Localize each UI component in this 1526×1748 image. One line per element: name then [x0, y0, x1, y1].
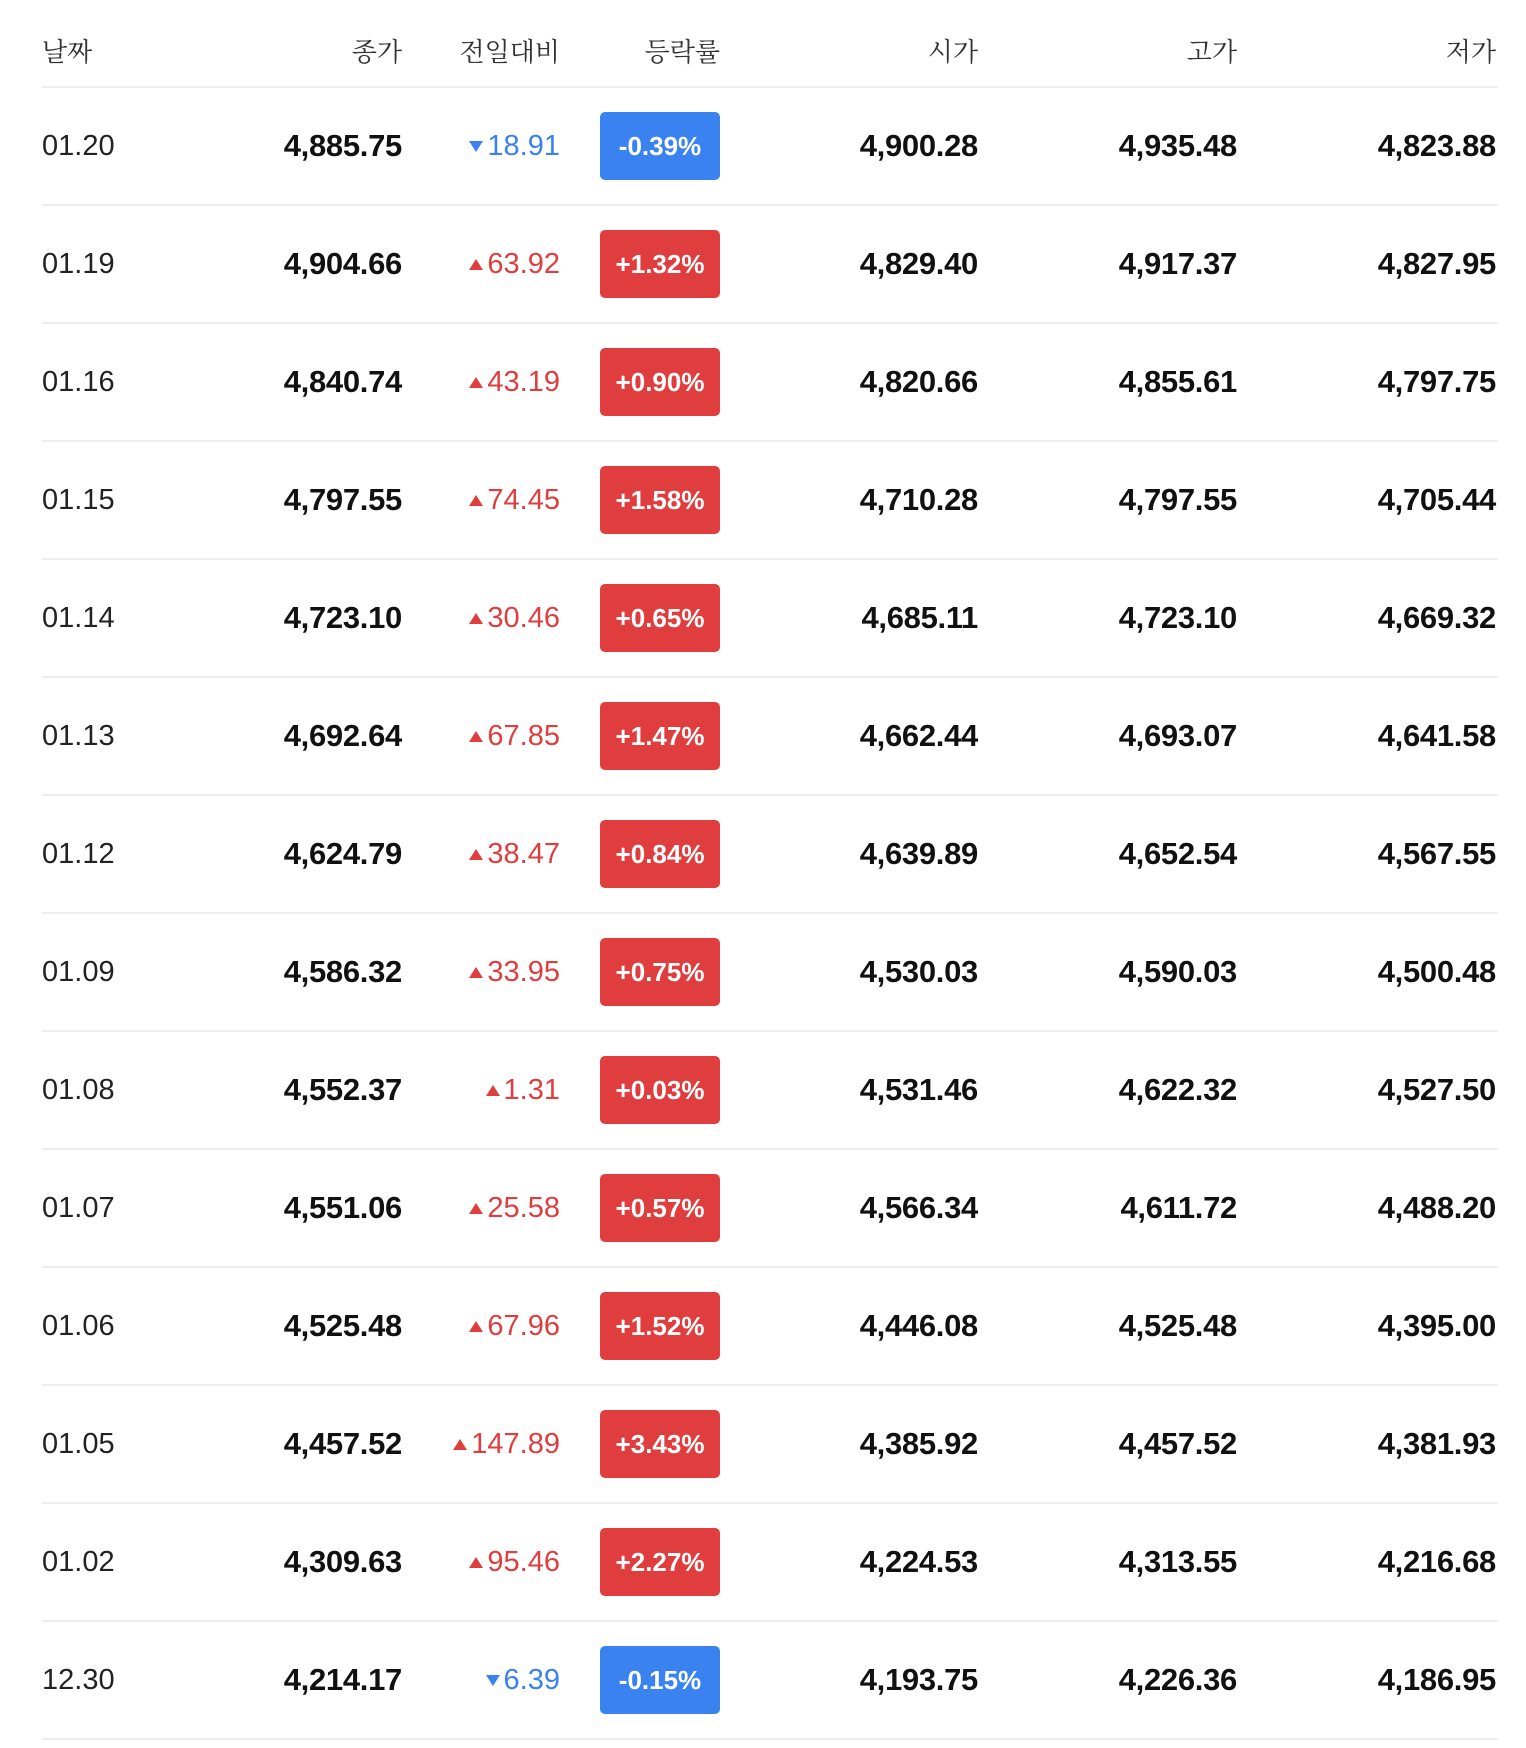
triangle-up-icon: [469, 1557, 483, 1568]
row-rate: [560, 702, 720, 770]
table-row: [42, 1622, 1498, 1740]
table-row: [42, 206, 1498, 324]
row-low: 4,381.93: [1377, 1426, 1496, 1461]
row-open: 4,662.44: [859, 718, 978, 753]
rate-badge: +0.84%: [600, 820, 720, 888]
change-amount: 67.96: [487, 1309, 560, 1342]
row-rate: [560, 466, 720, 534]
row-low: 4,488.20: [1377, 1190, 1496, 1225]
change-value: [469, 956, 560, 989]
table-row: [42, 1150, 1498, 1268]
row-rate: [560, 584, 720, 652]
row-high: 4,525.48: [1118, 1308, 1237, 1343]
row-change: [402, 130, 560, 163]
row-high: 4,693.07: [1118, 718, 1237, 753]
row-high: 4,723.10: [1118, 600, 1237, 635]
table-row: [42, 1032, 1498, 1150]
row-date: 01.12: [42, 837, 115, 870]
row-date: 01.06: [42, 1309, 115, 1342]
change-value: [469, 838, 560, 871]
row-change: [402, 1074, 560, 1107]
table-row: [42, 442, 1498, 560]
rate-badge: -0.39%: [600, 112, 720, 180]
row-rate: [560, 1056, 720, 1124]
row-low: 4,641.58: [1377, 718, 1496, 753]
table-body: [42, 88, 1498, 1740]
row-low: 4,216.68: [1377, 1544, 1496, 1579]
rate-badge: +1.52%: [600, 1292, 720, 1360]
change-amount: 95.46: [487, 1545, 560, 1578]
row-change: [402, 1546, 560, 1579]
triangle-up-icon: [469, 377, 483, 388]
row-open: 4,900.28: [859, 128, 978, 163]
row-change: [402, 838, 560, 871]
row-low: 4,186.95: [1377, 1662, 1496, 1697]
row-high: 4,313.55: [1118, 1544, 1237, 1579]
row-date: 01.08: [42, 1073, 115, 1106]
header-change: 전일대비: [459, 36, 560, 67]
row-rate: [560, 1292, 720, 1360]
change-value: [469, 130, 560, 163]
rate-badge: +1.58%: [600, 466, 720, 534]
change-amount: 63.92: [487, 247, 560, 280]
change-amount: 6.39: [503, 1663, 560, 1696]
triangle-up-icon: [469, 849, 483, 860]
row-high: 4,855.61: [1118, 364, 1237, 399]
row-rate: [560, 112, 720, 180]
row-close: 4,214.17: [283, 1662, 402, 1697]
row-low: 4,823.88: [1377, 128, 1496, 163]
table-row: [42, 324, 1498, 442]
row-date: 01.16: [42, 365, 115, 398]
rate-badge: +0.90%: [600, 348, 720, 416]
row-date: 01.20: [42, 129, 115, 162]
row-open: 4,530.03: [859, 954, 978, 989]
row-change: [402, 366, 560, 399]
row-open: 4,446.08: [859, 1308, 978, 1343]
row-high: 4,457.52: [1118, 1426, 1237, 1461]
row-change: [402, 484, 560, 517]
row-close: 4,797.55: [283, 482, 402, 517]
row-open: 4,820.66: [859, 364, 978, 399]
row-date: 01.14: [42, 601, 115, 634]
table-row: [42, 796, 1498, 914]
row-close: 4,552.37: [283, 1072, 402, 1107]
row-high: 4,226.36: [1118, 1662, 1237, 1697]
change-value: [469, 1192, 560, 1225]
row-change: [402, 602, 560, 635]
change-amount: 38.47: [487, 837, 560, 870]
change-value: [453, 1428, 560, 1461]
triangle-up-icon: [469, 731, 483, 742]
row-close: 4,309.63: [283, 1544, 402, 1579]
table-row: [42, 1504, 1498, 1622]
row-date: 01.15: [42, 483, 115, 516]
table-row: [42, 914, 1498, 1032]
triangle-down-icon: [486, 1675, 500, 1686]
row-high: 4,917.37: [1118, 246, 1237, 281]
table-header: [42, 0, 1498, 88]
table-row: [42, 1386, 1498, 1504]
row-rate: [560, 1646, 720, 1714]
row-low: 4,669.32: [1377, 600, 1496, 635]
change-amount: 25.58: [487, 1191, 560, 1224]
row-open: 4,193.75: [859, 1662, 978, 1697]
change-value: [469, 602, 560, 635]
triangle-up-icon: [469, 613, 483, 624]
change-amount: 30.46: [487, 601, 560, 634]
change-value: [469, 366, 560, 399]
change-amount: 74.45: [487, 483, 560, 516]
row-rate: [560, 1528, 720, 1596]
change-value: [486, 1074, 560, 1107]
row-change: [402, 1192, 560, 1225]
row-close: 4,457.52: [283, 1426, 402, 1461]
change-value: [469, 720, 560, 753]
rate-badge: -0.15%: [600, 1646, 720, 1714]
row-rate: [560, 1174, 720, 1242]
row-rate: [560, 348, 720, 416]
change-value: [469, 1310, 560, 1343]
row-high: 4,797.55: [1118, 482, 1237, 517]
row-date: 01.09: [42, 955, 115, 988]
change-amount: 18.91: [487, 129, 560, 162]
row-date: 01.02: [42, 1545, 115, 1578]
row-open: 4,566.34: [859, 1190, 978, 1225]
change-value: [469, 484, 560, 517]
header-rate: 등락률: [644, 36, 720, 67]
triangle-up-icon: [469, 1203, 483, 1214]
row-rate: [560, 1410, 720, 1478]
row-change: [402, 1310, 560, 1343]
rate-badge: +2.27%: [600, 1528, 720, 1596]
row-high: 4,590.03: [1118, 954, 1237, 989]
change-amount: 1.31: [503, 1073, 560, 1106]
row-low: 4,705.44: [1377, 482, 1496, 517]
row-open: 4,224.53: [859, 1544, 978, 1579]
header-date: 날짜: [42, 36, 93, 67]
row-open: 4,710.28: [859, 482, 978, 517]
change-amount: 67.85: [487, 719, 560, 752]
triangle-up-icon: [469, 259, 483, 270]
triangle-up-icon: [453, 1439, 467, 1450]
row-change: [402, 1664, 560, 1697]
row-open: 4,385.92: [859, 1426, 978, 1461]
change-value: [469, 1546, 560, 1579]
row-low: 4,827.95: [1377, 246, 1496, 281]
row-open: 4,829.40: [859, 246, 978, 281]
price-history-table: [42, 0, 1498, 1740]
row-high: 4,652.54: [1118, 836, 1237, 871]
row-open: 4,531.46: [859, 1072, 978, 1107]
row-close: 4,525.48: [283, 1308, 402, 1343]
row-change: [402, 720, 560, 753]
row-close: 4,723.10: [283, 600, 402, 635]
rate-badge: +0.57%: [600, 1174, 720, 1242]
header-open: 시가: [927, 36, 978, 67]
change-amount: 33.95: [487, 955, 560, 988]
row-high: 4,611.72: [1120, 1190, 1237, 1225]
row-date: 01.13: [42, 719, 115, 752]
header-high: 고가: [1186, 36, 1237, 67]
row-close: 4,624.79: [283, 836, 402, 871]
triangle-up-icon: [486, 1085, 500, 1096]
row-change: [402, 956, 560, 989]
row-change: [402, 1428, 560, 1461]
row-rate: [560, 938, 720, 1006]
rate-badge: +1.47%: [600, 702, 720, 770]
triangle-up-icon: [469, 967, 483, 978]
row-close: 4,692.64: [283, 718, 402, 753]
rate-badge: +3.43%: [600, 1410, 720, 1478]
row-low: 4,797.75: [1377, 364, 1496, 399]
header-close: 종가: [351, 36, 402, 67]
rate-badge: +0.03%: [600, 1056, 720, 1124]
table-row: [42, 1268, 1498, 1386]
row-date: 12.30: [42, 1663, 115, 1696]
row-open: 4,685.11: [861, 600, 978, 635]
change-amount: 147.89: [471, 1427, 560, 1460]
row-date: 01.19: [42, 247, 115, 280]
table-row: [42, 88, 1498, 206]
row-date: 01.05: [42, 1427, 115, 1460]
row-date: 01.07: [42, 1191, 115, 1224]
row-rate: [560, 230, 720, 298]
row-close: 4,551.06: [283, 1190, 402, 1225]
row-high: 4,622.32: [1118, 1072, 1237, 1107]
row-low: 4,527.50: [1377, 1072, 1496, 1107]
change-value: [486, 1664, 560, 1697]
change-value: [469, 248, 560, 281]
rate-badge: +0.65%: [600, 584, 720, 652]
header-low: 저가: [1445, 36, 1496, 67]
row-close: 4,904.66: [283, 246, 402, 281]
row-close: 4,885.75: [283, 128, 402, 163]
row-low: 4,500.48: [1377, 954, 1496, 989]
triangle-up-icon: [469, 495, 483, 506]
row-rate: [560, 820, 720, 888]
row-close: 4,840.74: [283, 364, 402, 399]
rate-badge: +1.32%: [600, 230, 720, 298]
rate-badge: +0.75%: [600, 938, 720, 1006]
triangle-up-icon: [469, 1321, 483, 1332]
row-close: 4,586.32: [283, 954, 402, 989]
row-open: 4,639.89: [859, 836, 978, 871]
row-change: [402, 248, 560, 281]
table-row: [42, 678, 1498, 796]
row-high: 4,935.48: [1118, 128, 1237, 163]
triangle-down-icon: [469, 141, 483, 152]
row-low: 4,567.55: [1377, 836, 1496, 871]
change-amount: 43.19: [487, 365, 560, 398]
row-low: 4,395.00: [1377, 1308, 1496, 1343]
table-row: [42, 560, 1498, 678]
